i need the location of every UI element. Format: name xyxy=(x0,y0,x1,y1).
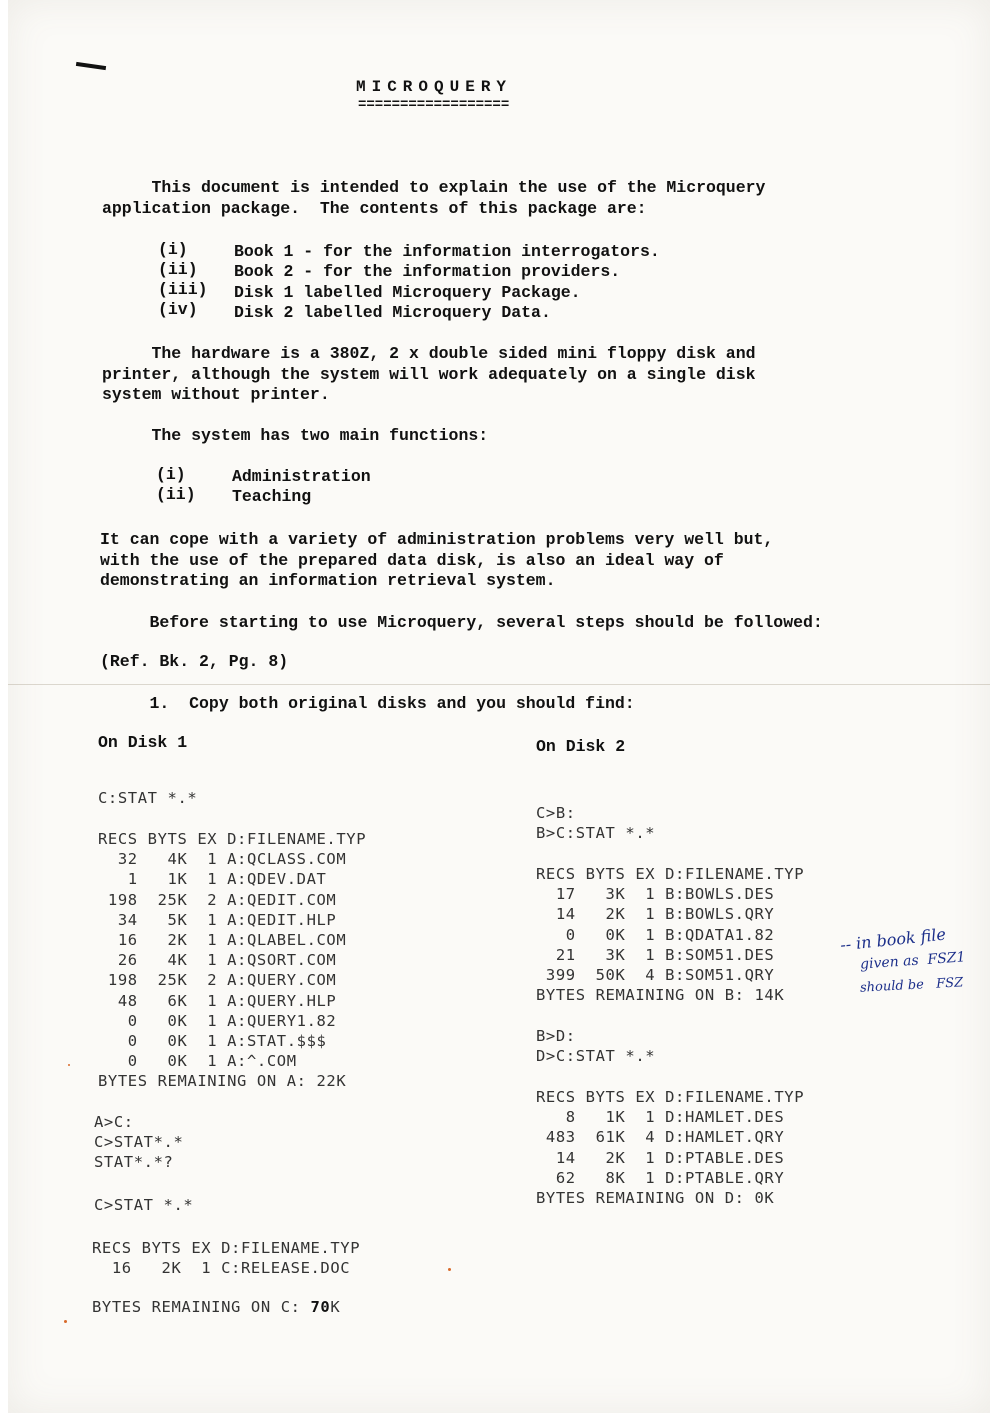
hardware-line-3: system without printer. xyxy=(102,385,330,404)
contents-item-num: (iii) xyxy=(158,280,208,299)
contents-item-text: Disk 1 labelled Microquery Package. xyxy=(234,283,581,302)
cope-line-3: demonstrating an information retrieval system. xyxy=(100,571,556,590)
disk2-b-file-table: RECS BYTS EX D:FILENAME.TYP 17 3K 1 B:BOWLS.DES 14 2K 1 B:BOWLS.QRY 0 0K 1 B:QDATA1.82 21 3K 1 B:SOM51.DES 399 50K 4 B:SOM51.QRY BYTES REMAINING ON B: 14K xyxy=(536,865,805,1005)
pen-mark xyxy=(76,62,106,70)
reference: (Ref. Bk. 2, Pg. 8) xyxy=(100,652,289,671)
remaining-value: 70 xyxy=(310,1298,331,1316)
hardware-line-1: The hardware is a 380Z, 2 x double sided mini floppy disk and xyxy=(102,344,756,363)
document-title: MICROQUERY xyxy=(356,78,513,96)
hardware-line-2: printer, although the system will work adequately on a single disk xyxy=(102,365,756,384)
disk1-file-table: RECS BYTS EX D:FILENAME.TYP 32 4K 1 A:QCLASS.COM 1 1K 1 A:QDEV.DAT 198 25K 2 A:QEDIT.COM 34 5K 1 A:QEDIT.HLP 16 2K 1 A:QLABEL.COM 26 4K 1 A:QSORT.COM 198 25K 2 A:QUERY.COM 48 6K 1 A:QUERY.HLP 0 0K 1 A:QUERY1.82 0 0K 1 A:STAT.$$$ 0 0K 1 A:^.COM BYTES REMAINING ON A: 22K xyxy=(98,830,367,1091)
disk2-commands-d: B>D: D>C:STAT *.* xyxy=(536,1027,656,1066)
disk2-d-file-table: RECS BYTS EX D:FILENAME.TYP 8 1K 1 D:HAMLET.DES 483 61K 4 D:HAMLET.QRY 14 2K 1 D:PTABLE.DES 62 8K 1 D:PTABLE.QRY BYTES REMAINING ON D: 0K xyxy=(536,1088,805,1208)
contents-item-text: Book 1 - for the information interrogators. xyxy=(234,242,660,261)
functions-intro: The system has two main functions: xyxy=(102,426,489,445)
disk1-stat-command-c: C>STAT *.* xyxy=(94,1196,194,1214)
cope-line-1: It can cope with a variety of administration problems very well but, xyxy=(100,530,774,549)
remaining-unit: K xyxy=(330,1298,341,1316)
cope-line-2: with the use of the prepared data disk, is also an ideal way of xyxy=(100,551,724,570)
disk1-stat-command: C:STAT *.* xyxy=(98,789,198,807)
disk1-bytes-remaining xyxy=(92,1297,340,1317)
handwritten-note-line-1: -- in book file xyxy=(839,924,947,955)
title-underline: ================== xyxy=(358,97,510,113)
contents-item-num: (i) xyxy=(158,240,188,259)
function-num: (i) xyxy=(156,465,186,484)
orange-speck xyxy=(64,1320,67,1323)
contents-item-text: Disk 2 labelled Microquery Data. xyxy=(234,303,551,322)
document-page xyxy=(8,0,990,1413)
function-text: Administration xyxy=(232,467,371,486)
disk2-commands: C>B: B>C:STAT *.* xyxy=(536,804,656,843)
disk1-c-file-table: RECS BYTS EX D:FILENAME.TYP 16 2K 1 C:RELEASE.DOC xyxy=(92,1239,361,1278)
intro-line-1: This document is intended to explain the use of the Microquery xyxy=(102,178,766,197)
before-starting-line: Before starting to use Microquery, several steps should be followed: xyxy=(100,613,823,632)
disk2-heading: On Disk 2 xyxy=(536,737,626,756)
page-fold xyxy=(8,684,990,685)
disk1-commands: A>C: C>STAT*.* STAT*.*? xyxy=(94,1113,184,1172)
orange-speck xyxy=(68,1064,70,1066)
contents-item-num: (ii) xyxy=(158,260,198,279)
step-1: 1. Copy both original disks and you should find: xyxy=(100,694,635,713)
remaining-label: BYTES REMAINING ON C: xyxy=(92,1298,311,1316)
contents-item-text: Book 2 - for the information providers. xyxy=(234,262,621,281)
handwritten-note-line-3: should be FSZ xyxy=(859,975,964,996)
orange-speck xyxy=(448,1268,451,1271)
function-text: Teaching xyxy=(232,487,312,506)
disk1-heading: On Disk 1 xyxy=(98,733,188,752)
handwritten-note-line-2: given as FSZ1 xyxy=(859,949,966,973)
function-num: (ii) xyxy=(156,485,196,504)
intro-line-2: application package. The contents of this package are: xyxy=(102,199,647,218)
contents-item-num: (iv) xyxy=(158,300,198,319)
